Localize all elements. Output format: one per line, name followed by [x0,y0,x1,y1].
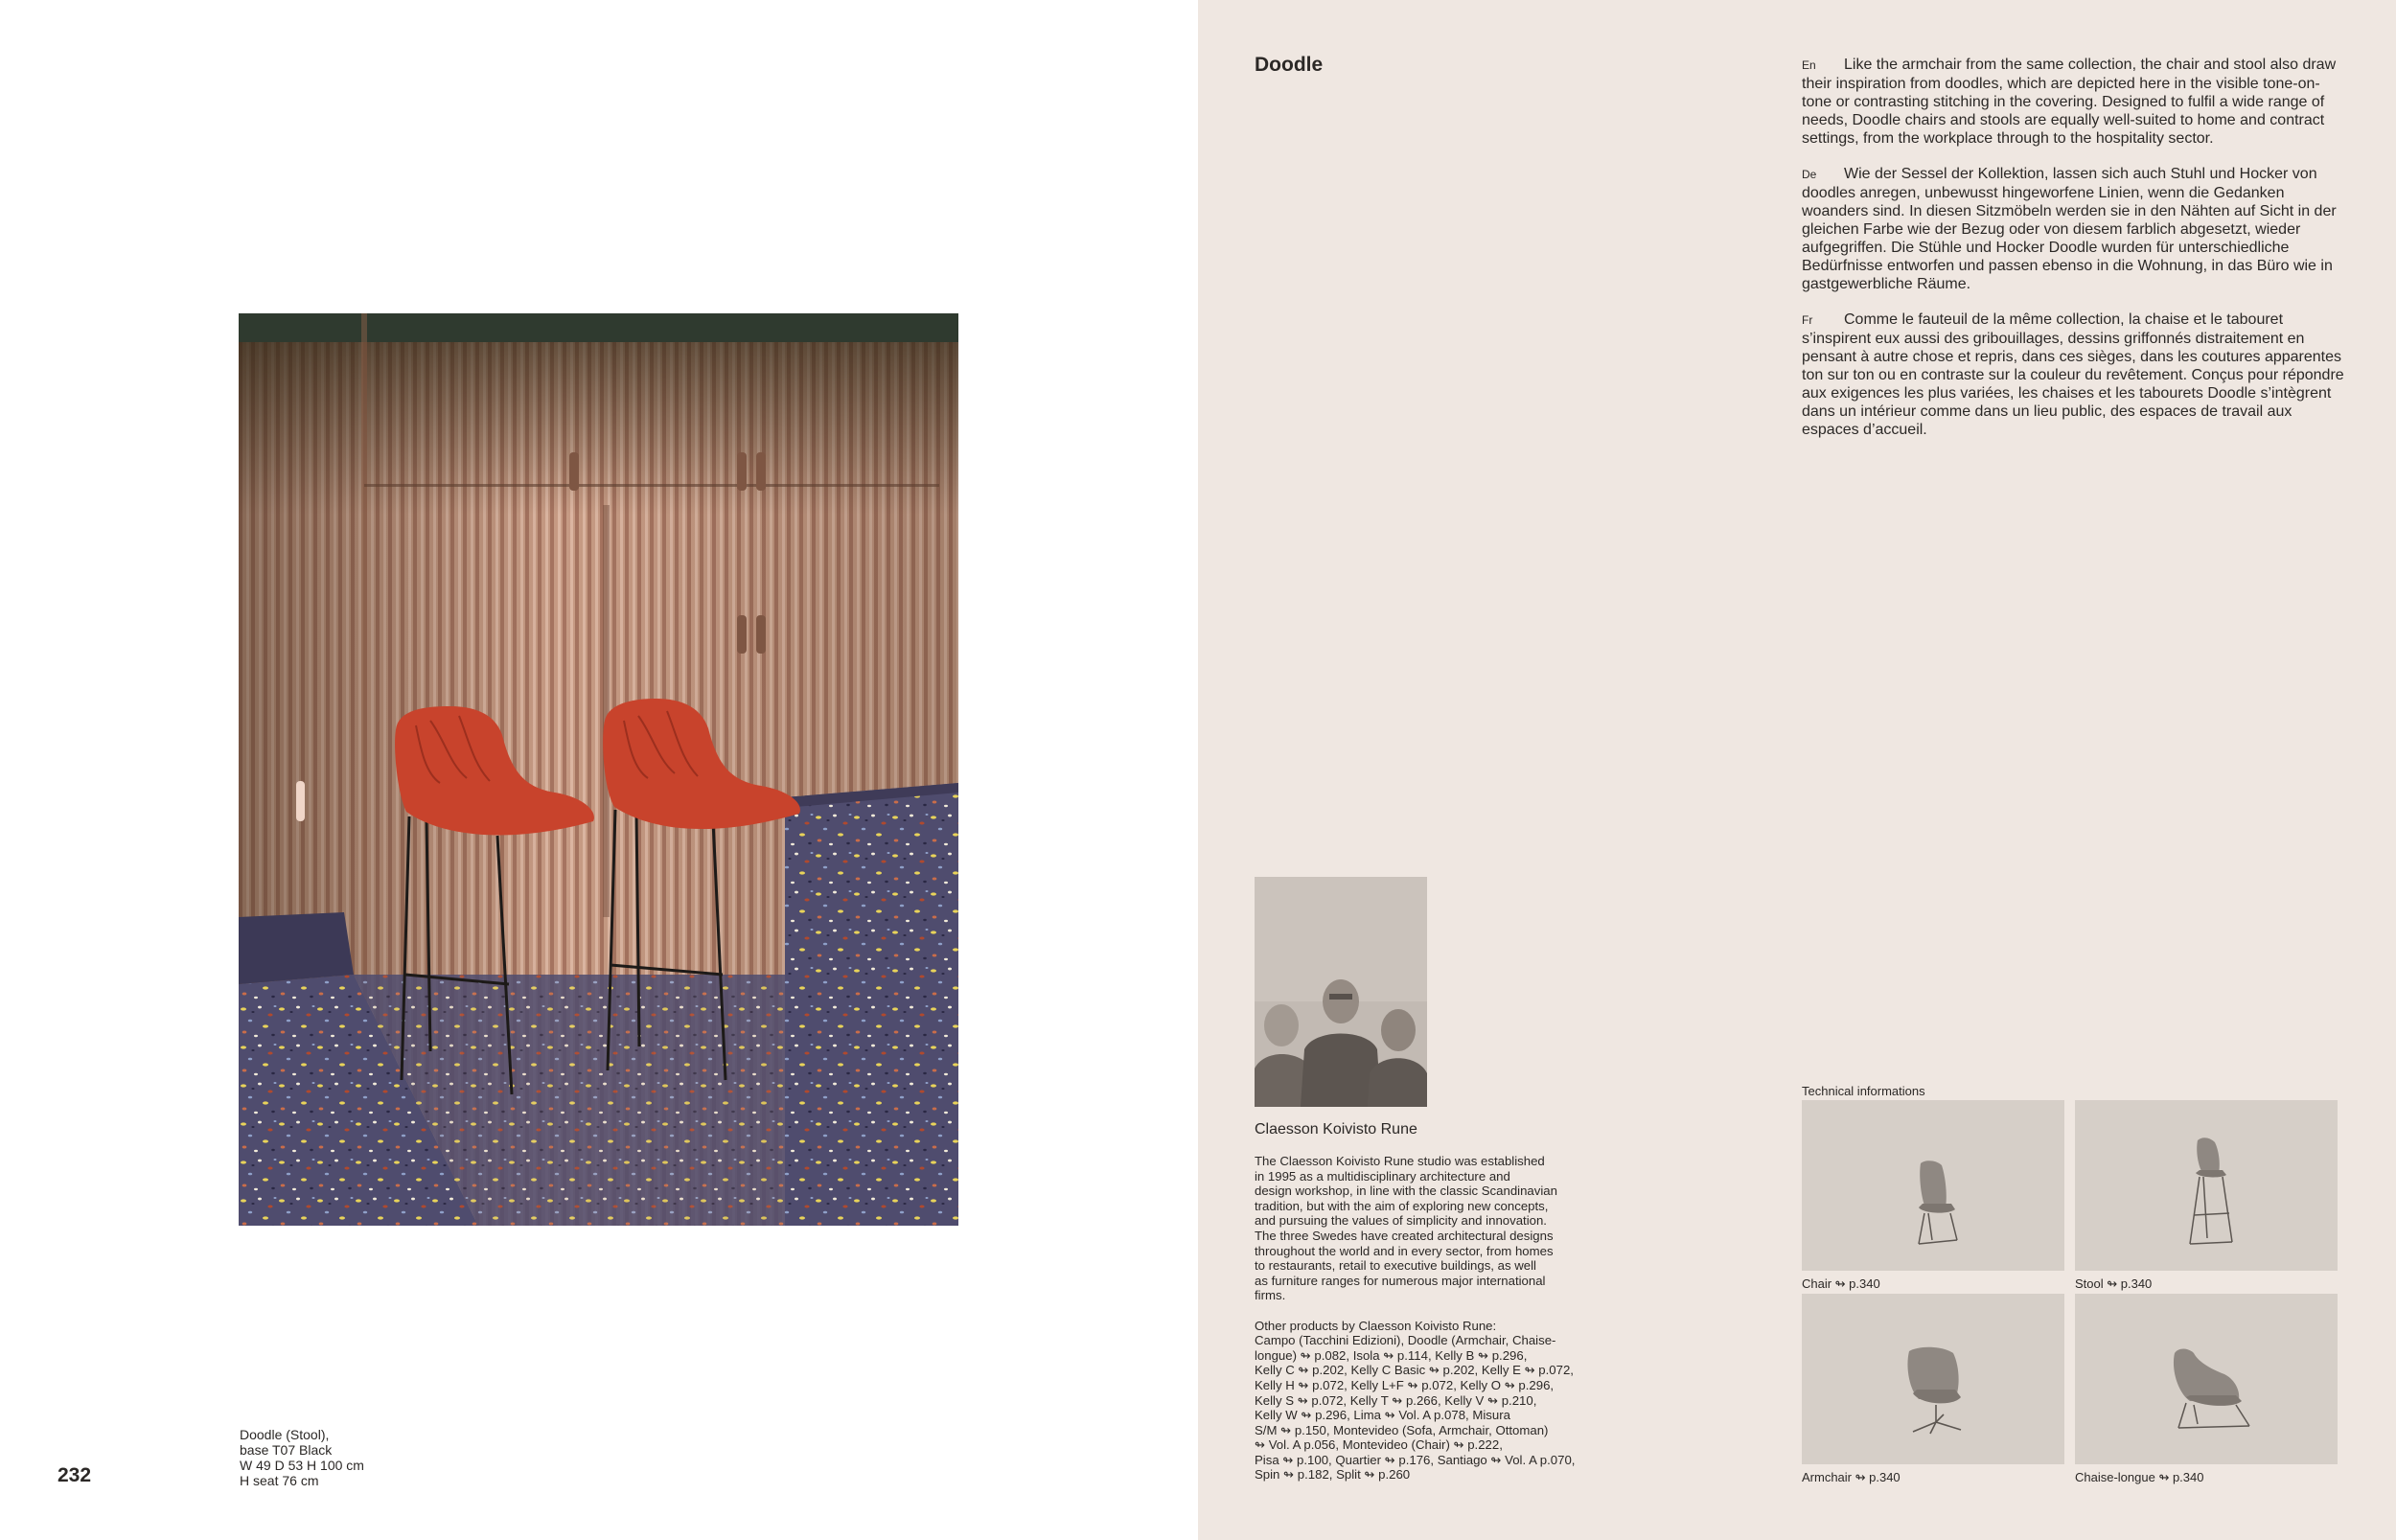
stool-icon [2075,1100,2338,1271]
bio-line: and pursuing the values of simplicity and innovation. [1255,1213,1547,1229]
page-number: 232 [58,1464,92,1486]
other-products-line: Kelly H ↬ p.072, Kelly L+F ↬ p.072, Kelly O ↬ p.296, [1255,1377,1555,1392]
designer-portrait [1255,877,1427,1107]
other-products-line: longue) ↬ p.082, Isola ↬ p.114, Kelly B ↬ p.296, [1255,1347,1528,1363]
bio-line: firms. [1255,1288,1286,1303]
caption-line: W 49 D 53 H 100 cm [240,1458,364,1473]
product-photo [239,313,958,1226]
description-fr [1802,310,2348,439]
bio-line: as furniture ranges for numerous major international [1255,1273,1546,1288]
tile-label-stool[interactable]: Stool ↬ p.340 [2075,1276,2153,1291]
designers-photo-illustration [1255,877,1427,1107]
description-en [1802,56,2348,148]
caption-line: base T07 Black [240,1442,333,1458]
tile-chair[interactable] [1802,1100,2064,1271]
other-products-line: Kelly S ↬ p.072, Kelly T ↬ p.266, Kelly V ↬ p.210, [1255,1392,1537,1408]
right-page [1198,0,2396,1540]
bio-line: design workshop, in line with the classic Scandinavian [1255,1184,1557,1199]
other-products-line: Campo (Tacchini Edizioni), Doodle (Armchair, Chaise- [1255,1333,1556,1348]
other-products-line: Other products by Claesson Koivisto Rune: [1255,1318,1497,1333]
designer-bio [1255,1154,1619,1483]
chaise-longue-icon [2075,1294,2338,1464]
bio-line: The Claesson Koivisto Rune studio was established [1255,1154,1545,1168]
description-text: Like the armchair from the same collection, the chair and stool also draw their inspiration from doodles, which are depicted here in the visible tone-on-tone or contrasting stitching in the covering. Designed to fulfil a wide range of needs, Doodle chairs and stools are equally well-suited to home and contract settings, from the workplace through to the hospitality sector. [1802,57,2337,147]
caption-line: H seat 76 cm [240,1473,319,1488]
lang-code: De [1802,168,1817,181]
bio-line: The three Swedes have created architectural designs [1255,1228,1554,1243]
stools-photo-illustration [239,313,958,1226]
description-text: Comme le fauteuil de la même collection, la chaise et le tabouret s’inspirent eux aussi des gribouillages, dessins griffonnés distraitement en pensant à autre chose et repris, dans ces sièges, dans les coutures apparentes ton sur ton ou en contraste sur la couleur du revêtement. Conçus pour répondre aux exigences les plus variées, les chaises et les tabourets Doodle s’intègrent dans un intérieur comme dans un lieu public, des espaces de travail aux espaces d’accueil. [1802,311,2344,438]
tile-label-chair[interactable]: Chair ↬ p.340 [1802,1276,1880,1291]
description-text: Wie der Sessel der Kollektion, lassen sich auch Stuhl und Hocker von doodles anregen, unbewusst hingeworfene Linien, wenn die Gedanken woanders sind. In diesen Sitzmöbeln werden sie in den Nähten auf Sicht in der gleichen Farbe wie der Bezug oder von diesem farblich abgesetzt, wieder aufgegriffen. Die Stühle und Hocker Doodle wurden für unterschiedliche Bedürfnisse entworfen und passen ebenso in die Wohnung, in das Büro wie in gastgewerbliche Räume. [1802,166,2337,292]
lang-code: En [1802,58,1816,72]
other-products-line: ↬ Vol. A p.056, Montevideo (Chair) ↬ p.222, [1255,1437,1503,1453]
other-products-line: Pisa ↬ p.100, Quartier ↬ p.176, Santiago ↬ Vol. A p.070, [1255,1452,1576,1467]
technical-informations-label: Technical informations [1802,1084,1925,1098]
photo-caption [240,1427,489,1488]
other-products-line: Kelly C ↬ p.202, Kelly C Basic ↬ p.202, Kelly E ↬ p.072, [1255,1363,1574,1378]
tile-label-armchair[interactable]: Armchair ↬ p.340 [1802,1470,1901,1484]
bio-line: tradition, but with the aim of exploring new concepts, [1255,1198,1549,1213]
armchair-icon [1802,1294,2064,1464]
description-de [1802,165,2348,293]
bio-line: throughout the world and in every sector, from homes [1255,1243,1554,1258]
other-products-line: Kelly W ↬ p.296, Lima ↬ Vol. A p.078, Misura [1255,1408,1510,1423]
tile-stool[interactable] [2075,1100,2338,1271]
description-texts [1802,56,2348,456]
chair-icon [1802,1100,2064,1271]
bio-line: to restaurants, retail to executive buildings, as well [1255,1258,1536,1274]
other-products-line: Spin ↬ p.182, Split ↬ p.260 [1255,1467,1411,1483]
bio-gap [1255,1303,1619,1319]
bio-line: in 1995 as a multidisciplinary architecture and [1255,1168,1510,1184]
lang-code: Fr [1802,313,1813,327]
tile-label-chaise-longue[interactable]: Chaise-longue ↬ p.340 [2075,1470,2204,1484]
tile-chaise-longue[interactable] [2075,1294,2338,1464]
designer-name: Claesson Koivisto Rune [1255,1121,1417,1138]
product-title: Doodle [1255,54,1324,76]
other-products-line: S/M ↬ p.150, Montevideo (Sofa, Armchair, Ottoman) [1255,1422,1549,1437]
caption-line: Doodle (Stool), [240,1427,330,1442]
tile-armchair[interactable] [1802,1294,2064,1464]
